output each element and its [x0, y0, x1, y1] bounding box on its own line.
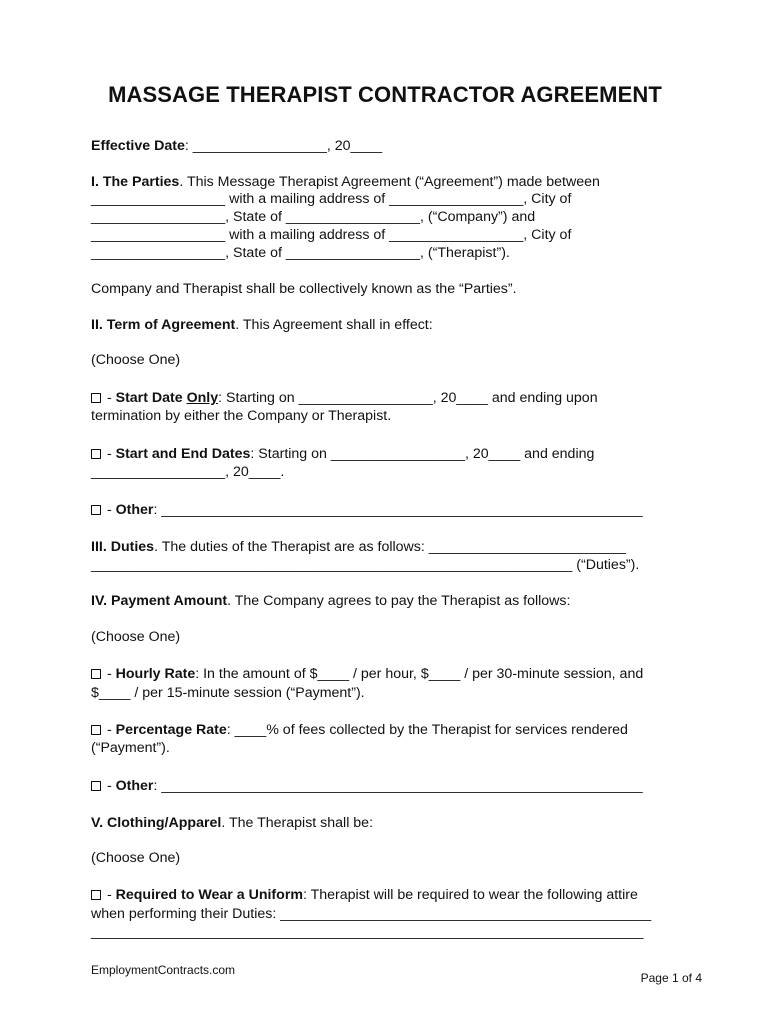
duties-line-2: _____________________________________________________________ (“Duties”).	[91, 557, 640, 573]
parties-line-3: _________________, State of _________________, (“Company”) and	[91, 209, 536, 225]
start-end-dates-line-2: _________________, 20____.	[91, 464, 285, 480]
uniform-line-2: when performing their Duties: _______________________________________________	[91, 906, 652, 922]
effective-date-label: Effective Date	[91, 138, 185, 154]
percentage-rate-line-2: (“Payment”).	[91, 740, 170, 756]
percentage-rate-option: - Percentage Rate: ____% of fees collected by the Therapist for services rendered	[91, 721, 691, 739]
parties-line-1: I. The Parties. This Message Therapist Agreement (“Agreement”) made between	[91, 174, 600, 190]
footer-site: EmploymentContracts.com	[91, 963, 236, 977]
payment-other-checkbox[interactable]	[91, 781, 101, 791]
parties-line-2: _________________ with a mailing address of _________________, City of	[91, 191, 572, 207]
uniform-option: - Required to Wear a Uniform: Therapist will be required to wear the following attire	[91, 886, 691, 904]
clothing-line: V. Clothing/Apparel. The Therapist shall be:	[91, 815, 374, 831]
percentage-rate-checkbox[interactable]	[91, 725, 101, 735]
hourly-rate-checkbox[interactable]	[91, 669, 101, 679]
parties-line-4: _________________ with a mailing address of _________________, City of	[91, 227, 572, 243]
start-end-dates-checkbox[interactable]	[91, 449, 101, 459]
parties-note: Company and Therapist shall be collectively known as the “Parties”.	[91, 281, 517, 297]
term-other-checkbox[interactable]	[91, 505, 101, 515]
clothing-heading: V. Clothing/Apparel	[91, 815, 222, 831]
choose-one-payment: (Choose One)	[91, 629, 181, 645]
choose-one-term: (Choose One)	[91, 352, 181, 368]
uniform-checkbox[interactable]	[91, 890, 101, 900]
payment-other-option: - Other: _____________________________________________________________	[91, 777, 691, 795]
term-other-option: - Other: _____________________________________________________________	[91, 501, 691, 519]
start-date-only-line-2: termination by either the Company or Therapist.	[91, 408, 392, 424]
parties-heading: I. The Parties	[91, 174, 180, 190]
term-heading: II. Term of Agreement	[91, 317, 236, 333]
start-end-dates-option: - Start and End Dates: Starting on _________________, 20____ and ending	[91, 445, 691, 463]
document-title: MASSAGE THERAPIST CONTRACTOR AGREEMENT	[108, 82, 662, 107]
payment-line: IV. Payment Amount. The Company agrees to pay the Therapist as follows:	[91, 593, 571, 609]
parties-line-5: _________________, State of _________________, (“Therapist”).	[91, 245, 510, 261]
start-date-only-option: - Start Date Only: Starting on _________________, 20____ and ending upon	[91, 389, 691, 407]
start-date-only-checkbox[interactable]	[91, 393, 101, 403]
uniform-line-3: ______________________________________________________________________	[91, 924, 644, 940]
hourly-rate-line-2: $____ / per 15-minute session (“Payment”).	[91, 685, 365, 701]
hourly-rate-option: - Hourly Rate: In the amount of $____ / per hour, $____ / per 30-minute session, and	[91, 665, 691, 683]
effective-date-blank: : _________________, 20____	[184, 138, 383, 154]
term-line: II. Term of Agreement. This Agreement shall in effect:	[91, 317, 433, 333]
duties-heading: III. Duties	[91, 539, 155, 555]
duties-line: III. Duties. The duties of the Therapist are as follows: _________________________	[91, 539, 627, 555]
choose-one-clothing: (Choose One)	[91, 850, 181, 866]
effective-date-line	[91, 137, 691, 155]
footer-page-number: Page 1 of 4	[640, 971, 702, 985]
payment-heading: IV. Payment Amount	[91, 593, 228, 609]
